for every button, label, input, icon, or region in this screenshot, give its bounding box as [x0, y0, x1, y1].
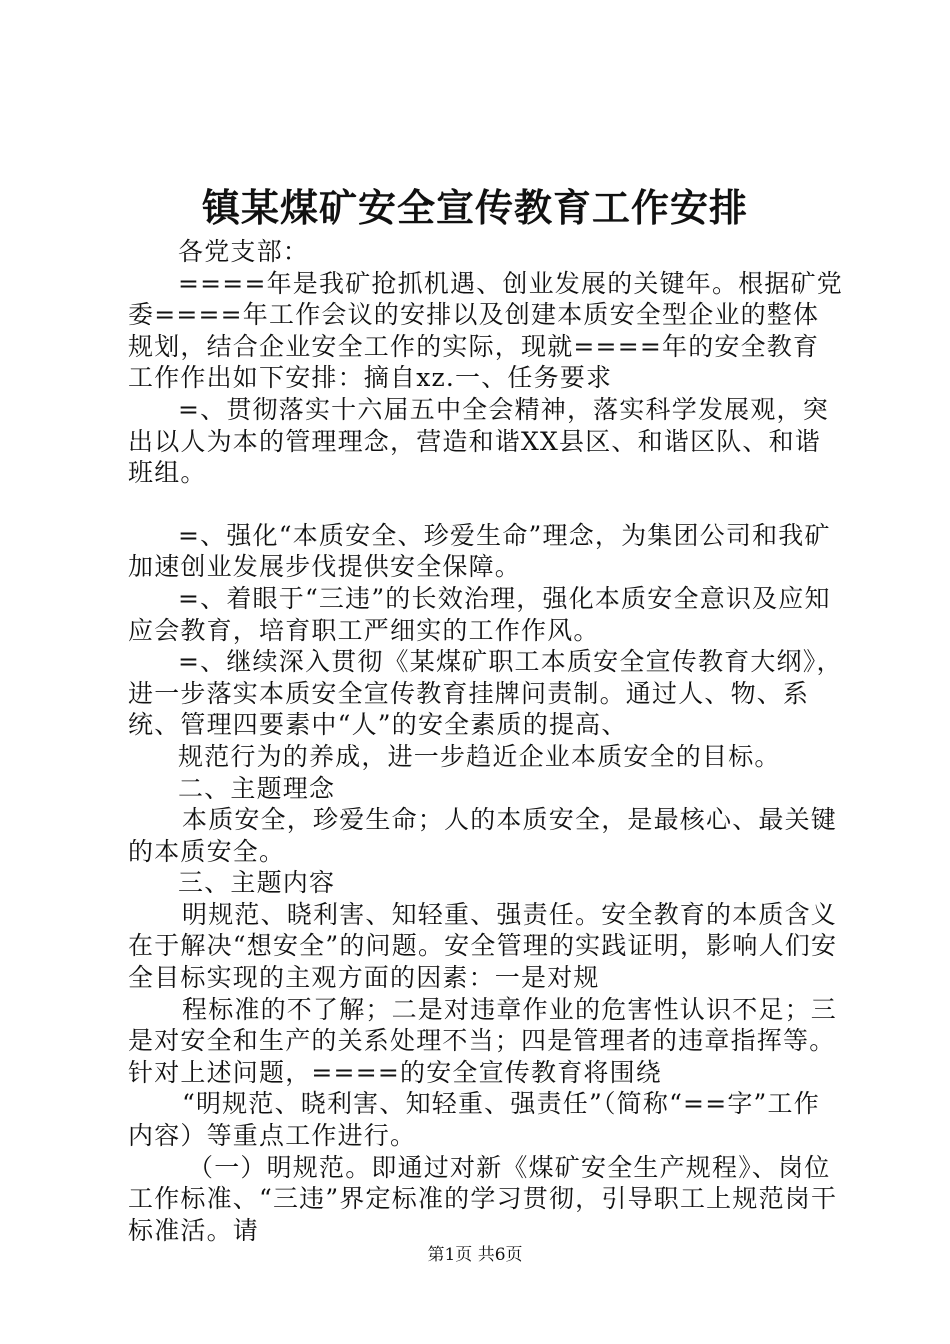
section-heading-theme: 二、主题理念	[178, 773, 336, 803]
document-title: 镇某煤矿安全宣传教育工作安排	[201, 185, 748, 230]
paragraph-task-3: =、着眼于“三违”的长效治理，强化本质安全意识及应知应会教育，培育职工严细实的工作作风。	[128, 583, 831, 645]
paragraph-task-4-cont: 规范行为的养成，进一步趋近企业本质安全的目标。	[178, 741, 781, 771]
page-footer: 第1页 共6页	[427, 1245, 523, 1265]
paragraph-content-1: 明规范、晓利害、知轻重、强责任。安全教育的本质含义在于解决“想安全”的问题。安全管理的实践证明，影响人们安全目标实现的主观方面的因素：一是对规	[128, 899, 838, 993]
section-heading-content: 三、主题内容	[178, 868, 336, 898]
paragraph-intro: ====年是我矿抢抓机遇、创业发展的关键年。根据矿党委====年工作会议的安排以及创建本质安全型企业的整体规划，结合企业安全工作的实际，现就====年的安全教育工作作出如下安排：摘自xz.一、任务要求	[128, 268, 843, 393]
paragraph-salutation: 各党支部：	[178, 237, 310, 266]
paragraph-item-1: （一）明规范。即通过对新《煤矿安全生产规程》、岗位工作标准、“三违”界定标准的学习贯彻，引导职工上规范岗干标准活。请	[128, 1152, 838, 1245]
paragraph-content-2: 程标准的不了解；二是对违章作业的危害性认识不足；三是对安全和生产的关系处理不当；四是管理者的违章指挥等。针对上述问题，====的安全宣传教育将围绕	[128, 994, 838, 1087]
paragraph-task-4: =、继续深入贯彻《某煤矿职工本质安全宣传教育大纲》，进一步落实本质安全宣传教育挂牌问责制。通过人、物、系统、管理四要素中“人”的安全素质的提高、	[128, 647, 843, 740]
paragraph-task-2: =、强化“本质安全、珍爱生命”理念，为集团公司和我矿加速创业发展步伐提供安全保障。	[128, 520, 831, 582]
paragraph-theme: 本质安全，珍爱生命；人的本质安全，是最核心、最关键的本质安全。	[128, 805, 838, 866]
paragraph-content-3: “明规范、晓利害、知轻重、强责任”（简称“==字”工作内容）等重点工作进行。	[128, 1089, 820, 1151]
paragraph-task-1: =、贯彻落实十六届五中全会精神，落实科学发展观，突出以人为本的管理理念，营造和谐XX县区、和谐区队、和谐班组。	[128, 394, 829, 488]
document-body	[128, 236, 844, 1246]
